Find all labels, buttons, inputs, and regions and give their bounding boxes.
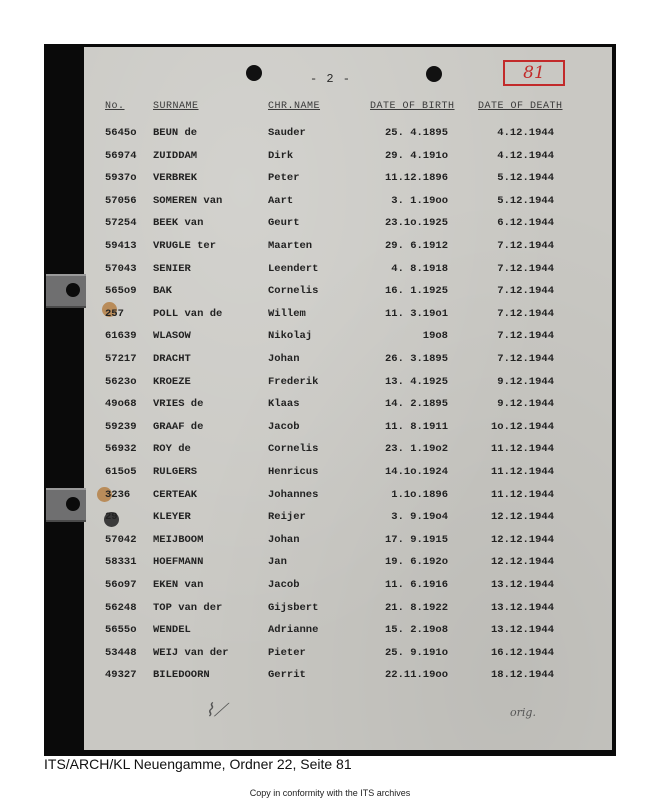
record-date-of-birth: 3. 9.19o4	[391, 511, 448, 524]
table-row	[0, 602, 660, 622]
record-date-of-birth: 19. 6.192o	[384, 556, 448, 569]
record-date-of-birth: 11.12.1896	[384, 172, 448, 185]
record-date-of-death: 1o.12.1944	[490, 420, 554, 433]
record-number: 56o97	[105, 579, 137, 591]
record-surname: MEIJBOOM	[153, 533, 204, 546]
record-date-of-death: 16.12.1944	[490, 646, 554, 659]
record-christian-name: Peter	[268, 172, 300, 185]
record-number: 59239	[105, 420, 137, 433]
record-christian-name: Leendert	[268, 262, 319, 275]
record-surname: ZUIDDAM	[153, 149, 198, 162]
record-christian-name: Johan	[268, 533, 300, 546]
record-christian-name: Johan	[268, 353, 300, 365]
record-christian-name: Jan	[268, 556, 287, 569]
record-number: 61639	[105, 330, 137, 343]
record-date-of-death: 13.12.1944	[490, 601, 554, 614]
record-christian-name: Maarten	[268, 240, 313, 252]
table-row	[0, 308, 660, 328]
record-date-of-birth: 19o8	[422, 330, 448, 343]
record-number: 29	[105, 511, 118, 524]
table-row	[0, 263, 660, 283]
header-surname: SURNAME	[153, 101, 199, 112]
record-christian-name: Gerrit	[268, 669, 306, 682]
record-date-of-death: 12.12.1944	[490, 556, 554, 569]
record-date-of-death: 13.12.1944	[490, 579, 554, 591]
record-surname: BAK	[153, 285, 172, 298]
record-surname: ROY de	[153, 443, 191, 456]
record-number: 53448	[105, 646, 137, 659]
record-number: 3236	[105, 488, 131, 501]
record-date-of-death: 11.12.1944	[490, 443, 554, 456]
record-date-of-death: 9.12.1944	[497, 398, 554, 411]
record-number: 5655o	[105, 624, 137, 637]
table-row	[0, 376, 660, 396]
table-row	[0, 217, 660, 237]
record-surname: WEIJ van der	[153, 646, 229, 659]
table-row	[0, 669, 660, 689]
table-row	[0, 285, 660, 305]
punch-hole-right	[426, 66, 442, 82]
record-number: 49o68	[105, 398, 137, 411]
record-surname: VRIES de	[153, 398, 204, 411]
record-date-of-death: 7.12.1944	[497, 353, 554, 365]
record-surname: SOMEREN van	[153, 194, 223, 207]
record-date-of-birth: 1.1o.1896	[391, 488, 448, 501]
punch-hole-left	[246, 65, 262, 81]
record-date-of-birth: 22.11.19oo	[384, 669, 448, 682]
record-date-of-birth: 21. 8.1922	[384, 601, 448, 614]
record-date-of-death: 5.12.1944	[497, 194, 554, 207]
record-date-of-death: 12.12.1944	[490, 511, 554, 524]
record-christian-name: Johannes	[268, 488, 319, 501]
record-number: 57043	[105, 262, 137, 275]
table-row	[0, 240, 660, 260]
record-christian-name: Klaas	[268, 398, 300, 411]
record-date-of-death: 5.12.1944	[497, 172, 554, 185]
table-row	[0, 489, 660, 509]
table-row	[0, 195, 660, 215]
record-surname: POLL van de	[153, 307, 223, 320]
record-surname: VERBREK	[153, 172, 198, 185]
table-row	[0, 127, 660, 147]
table-row	[0, 579, 660, 599]
handwritten-note: orig.	[510, 706, 536, 719]
record-date-of-death: 7.12.1944	[497, 285, 554, 298]
record-surname: WENDEL	[153, 624, 191, 637]
record-christian-name: Dirk	[268, 149, 294, 162]
record-number: 5937o	[105, 172, 137, 185]
page-number: - 2 -	[310, 72, 352, 86]
record-date-of-birth: 14.1o.1924	[384, 466, 448, 478]
table-row	[0, 624, 660, 644]
record-date-of-birth: 29. 6.1912	[384, 240, 448, 252]
record-number: 57217	[105, 353, 137, 365]
record-surname: EKEN van	[153, 579, 204, 591]
record-date-of-birth: 29. 4.191o	[384, 149, 448, 162]
record-date-of-death: 13.12.1944	[490, 624, 554, 637]
record-date-of-birth: 11. 3.19o1	[384, 307, 448, 320]
record-date-of-birth: 16. 1.1925	[384, 285, 448, 298]
record-date-of-birth: 23. 1.19o2	[384, 443, 448, 456]
record-surname: BEEK van	[153, 217, 204, 230]
record-date-of-birth: 3. 1.19oo	[391, 194, 448, 207]
record-number: 58331	[105, 556, 137, 569]
record-date-of-birth: 15. 2.19o8	[384, 624, 448, 637]
record-date-of-death: 9.12.1944	[497, 375, 554, 388]
table-row	[0, 398, 660, 418]
record-christian-name: Geurt	[268, 217, 300, 230]
record-date-of-birth: 4. 8.1918	[391, 262, 448, 275]
header-date-of-birth: DATE OF BIRTH	[370, 101, 455, 112]
table-row	[0, 421, 660, 441]
record-number: 57254	[105, 217, 137, 230]
record-number: 257	[105, 307, 124, 320]
record-christian-name: Adrianne	[268, 624, 319, 637]
record-number: 56932	[105, 443, 137, 456]
copy-notice: Copy in conformity with the ITS archives	[249, 788, 411, 798]
record-date-of-death: 6.12.1944	[497, 217, 554, 230]
handwritten-mark: ⌇⟋	[205, 700, 227, 721]
record-date-of-birth: 23.1o.1925	[384, 217, 448, 230]
record-christian-name: Nikolaj	[268, 330, 313, 343]
record-date-of-death: 12.12.1944	[490, 533, 554, 546]
record-date-of-birth: 26. 3.1895	[384, 353, 448, 365]
record-date-of-birth: 11. 6.1916	[384, 579, 448, 591]
record-date-of-death: 7.12.1944	[497, 262, 554, 275]
table-row	[0, 172, 660, 192]
record-date-of-death: 7.12.1944	[497, 307, 554, 320]
table-row	[0, 466, 660, 486]
record-number: 59413	[105, 240, 137, 252]
record-date-of-death: 7.12.1944	[497, 240, 554, 252]
record-christian-name: Jacob	[268, 420, 300, 433]
record-christian-name: Cornelis	[268, 285, 319, 298]
record-christian-name: Reijer	[268, 511, 306, 524]
record-surname: BEUN de	[153, 127, 198, 139]
record-christian-name: Gijsbert	[268, 601, 319, 614]
record-date-of-birth: 11. 8.1911	[384, 420, 448, 433]
record-date-of-death: 4.12.1944	[497, 149, 554, 162]
record-surname: VRUGLE ter	[153, 240, 217, 252]
header-date-of-death: DATE OF DEATH	[478, 101, 563, 112]
record-surname: KROEZE	[153, 375, 191, 388]
record-date-of-birth: 17. 9.1915	[384, 533, 448, 546]
record-number: 57056	[105, 194, 137, 207]
table-row	[0, 556, 660, 576]
record-date-of-death: 11.12.1944	[490, 466, 554, 478]
record-date-of-death: 7.12.1944	[497, 330, 554, 343]
record-surname: HOEFMANN	[153, 556, 204, 569]
record-surname: RULGERS	[153, 466, 198, 478]
record-surname: WLASOW	[153, 330, 191, 343]
record-surname: DRACHT	[153, 353, 191, 365]
record-number: 565o9	[105, 285, 137, 298]
record-surname: KLEYER	[153, 511, 191, 524]
record-christian-name: Pieter	[268, 646, 306, 659]
record-surname: GRAAF de	[153, 420, 204, 433]
record-number: 57042	[105, 533, 137, 546]
record-date-of-birth: 14. 2.1895	[384, 398, 448, 411]
record-number: 49327	[105, 669, 137, 682]
record-date-of-death: 4.12.1944	[497, 127, 554, 139]
record-number: 5623o	[105, 375, 137, 388]
archive-stamp: 81	[503, 60, 565, 86]
header-chr-name: CHR.NAME	[268, 101, 321, 112]
record-date-of-death: 18.12.1944	[490, 669, 554, 682]
record-date-of-birth: 25. 9.191o	[384, 646, 448, 659]
record-number: 5645o	[105, 127, 137, 139]
table-row	[0, 647, 660, 667]
table-row	[0, 443, 660, 463]
table-row	[0, 150, 660, 170]
record-number: 56974	[105, 149, 137, 162]
table-row	[0, 330, 660, 350]
table-row	[0, 534, 660, 554]
table-row	[0, 511, 660, 531]
record-surname: CERTEAK	[153, 488, 198, 501]
table-row	[0, 353, 660, 373]
record-christian-name: Jacob	[268, 579, 300, 591]
record-christian-name: Henricus	[268, 466, 319, 478]
archive-caption: ITS/ARCH/KL Neuengamme, Ordner 22, Seite 81	[44, 756, 352, 772]
record-date-of-death: 11.12.1944	[490, 488, 554, 501]
record-christian-name: Willem	[268, 307, 306, 320]
record-christian-name: Sauder	[268, 127, 306, 139]
record-christian-name: Aart	[268, 194, 294, 207]
record-christian-name: Frederik	[268, 375, 319, 388]
record-number: 56248	[105, 601, 137, 614]
record-surname: TOP van der	[153, 601, 223, 614]
record-surname: BILEDOORN	[153, 669, 210, 682]
record-date-of-birth: 13. 4.1925	[384, 375, 448, 388]
record-surname: SENIER	[153, 262, 191, 275]
header-no: No.	[105, 101, 125, 112]
record-number: 615o5	[105, 466, 137, 478]
record-date-of-birth: 25. 4.1895	[384, 127, 448, 139]
record-christian-name: Cornelis	[268, 443, 319, 456]
